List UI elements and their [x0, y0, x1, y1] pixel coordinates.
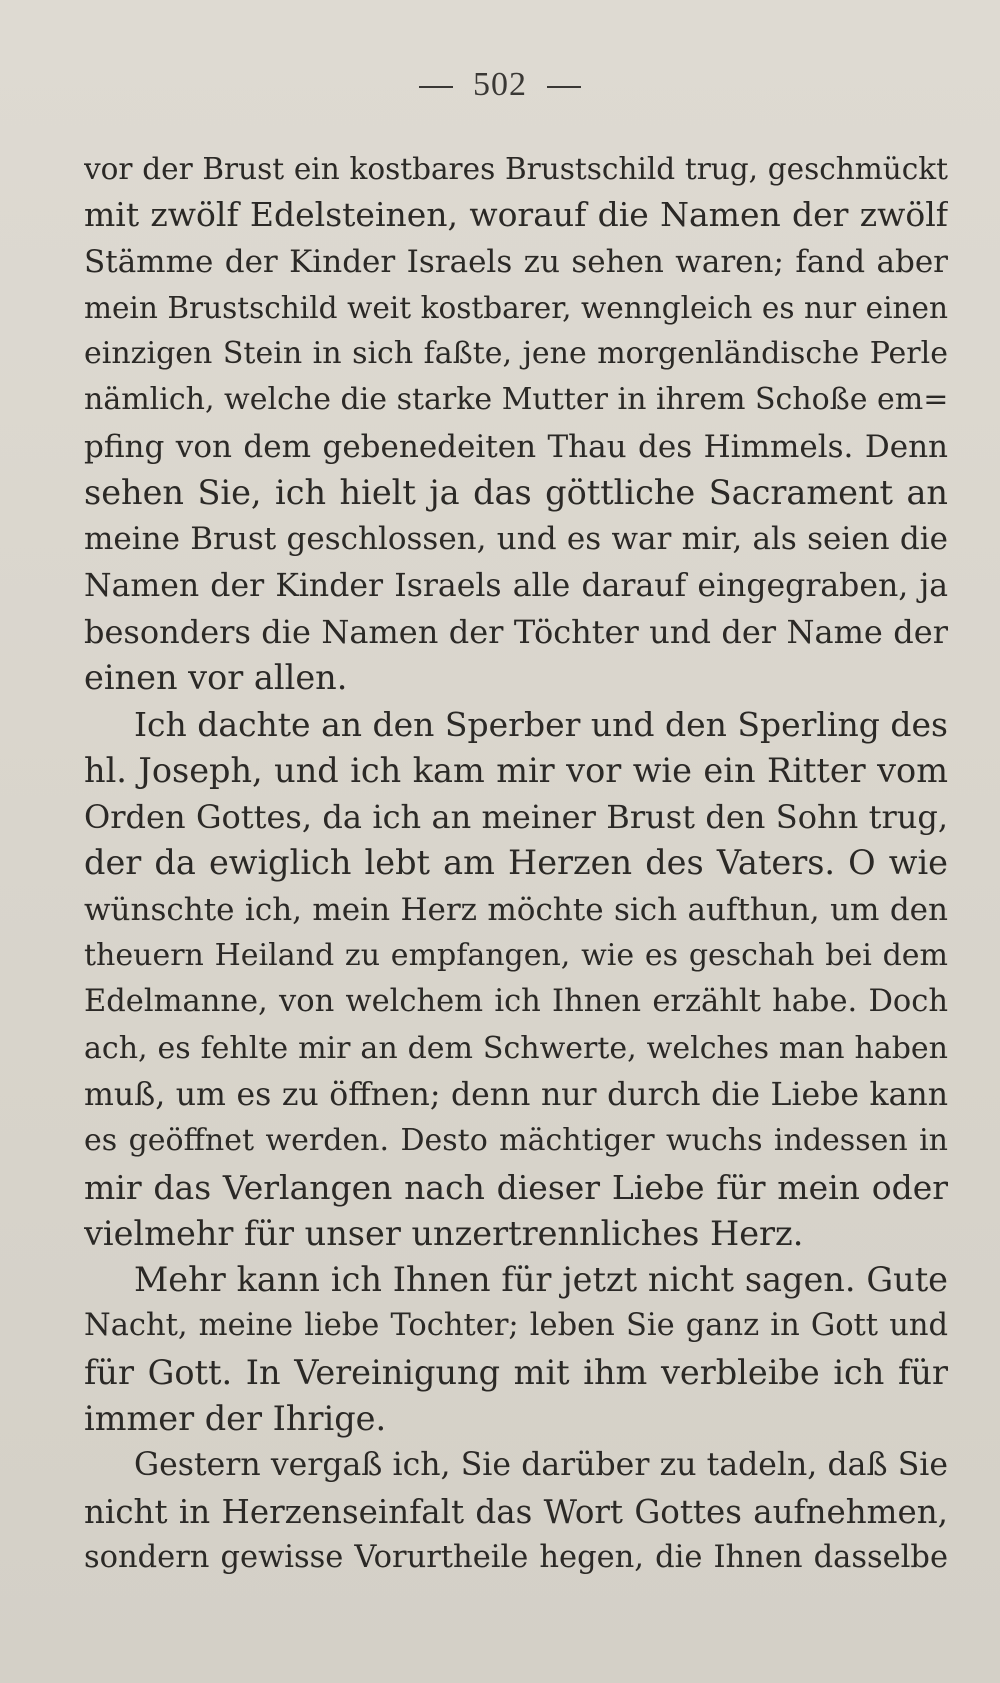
text-line: ach, es fehlte mir an dem Schwerte, welches man haben	[84, 1030, 948, 1066]
text-line: theuern Heiland zu empfangen, wie es geschah bei dem	[84, 938, 948, 974]
text-line: Orden Gottes, da ich an meiner Brust den Sohn trug,	[84, 798, 948, 837]
text-line: hl. Joseph, und ich kam mir vor wie ein Ritter vom	[84, 750, 948, 790]
body-text	[84, 146, 948, 1581]
paragraph-end-line: einen vor allen.	[84, 658, 348, 698]
text-line: vor der Brust ein kostbares Brustschild trug, geschmückt	[84, 152, 948, 186]
paragraph-first-line: Ich dachte an den Sperber und den Sperling des	[134, 704, 948, 744]
right-dash	[547, 86, 581, 88]
text-line: meine Brust geschlossen, und es war mir, als seien die	[84, 521, 948, 558]
text-line: nicht in Herzenseinfalt das Wort Gottes aufnehmen,	[84, 1492, 948, 1531]
text-line: Namen der Kinder Israels alle darauf eingegraben, ja	[84, 567, 948, 604]
text-line: mit zwölf Edelsteinen, worauf die Namen der zwölf	[84, 195, 948, 235]
text-line: wünschte ich, mein Herz möchte sich aufthun, um den	[84, 891, 948, 928]
text-line: einzigen Stein in sich faßte, jene morgenländische Perle	[84, 336, 948, 372]
text-line: für Gott. In Vereinigung mit ihm verbleibe ich für	[84, 1352, 948, 1392]
text-line: muß, um es zu öffnen; denn nur durch die Liebe kann	[84, 1076, 948, 1113]
text-line: Stämme der Kinder Israels zu sehen waren; fand aber	[84, 243, 948, 280]
page-number-text: 502	[473, 66, 527, 103]
paragraph-first-line: Gestern vergaß ich, Sie darüber zu tadeln, daß Sie	[134, 1447, 948, 1484]
text-line: sondern gewisse Vorurtheile hegen, die Ihnen dasselbe	[84, 1539, 948, 1575]
text-line: mir das Verlangen nach dieser Liebe für mein oder	[84, 1167, 948, 1207]
text-line: pfing von dem gebenedeiten Thau des Himmels. Denn	[84, 428, 948, 465]
text-line: es geöffnet werden. Desto mächtiger wuchs indessen in	[84, 1123, 948, 1159]
text-line: nämlich, welche die starke Mutter in ihrem Schoße em=	[84, 382, 948, 418]
paragraph-first-line: Mehr kann ich Ihnen für jetzt nicht sagen. Gute	[134, 1260, 948, 1300]
text-line: Edelmanne, von welchem ich Ihnen erzählt habe. Doch	[84, 984, 948, 1020]
left-dash	[419, 86, 453, 88]
paragraph-end-line: vielmehr für unser unzertrennliches Herz.	[84, 1213, 804, 1253]
text-line: mein Brustschild weit kostbarer, wenngleich es nur einen	[84, 290, 948, 325]
paragraph-end-line: immer der Ihrige.	[84, 1399, 387, 1439]
text-line: Nacht, meine liebe Tochter; leben Sie ganz in Gott und	[84, 1308, 948, 1344]
text-line: sehen Sie, ich hielt ja das göttliche Sacrament an	[84, 473, 948, 513]
text-line: besonders die Namen der Töchter und der Name der	[84, 612, 948, 651]
text-line: der da ewiglich lebt am Herzen des Vaters. O wie	[84, 843, 948, 883]
page-number	[0, 66, 1000, 104]
